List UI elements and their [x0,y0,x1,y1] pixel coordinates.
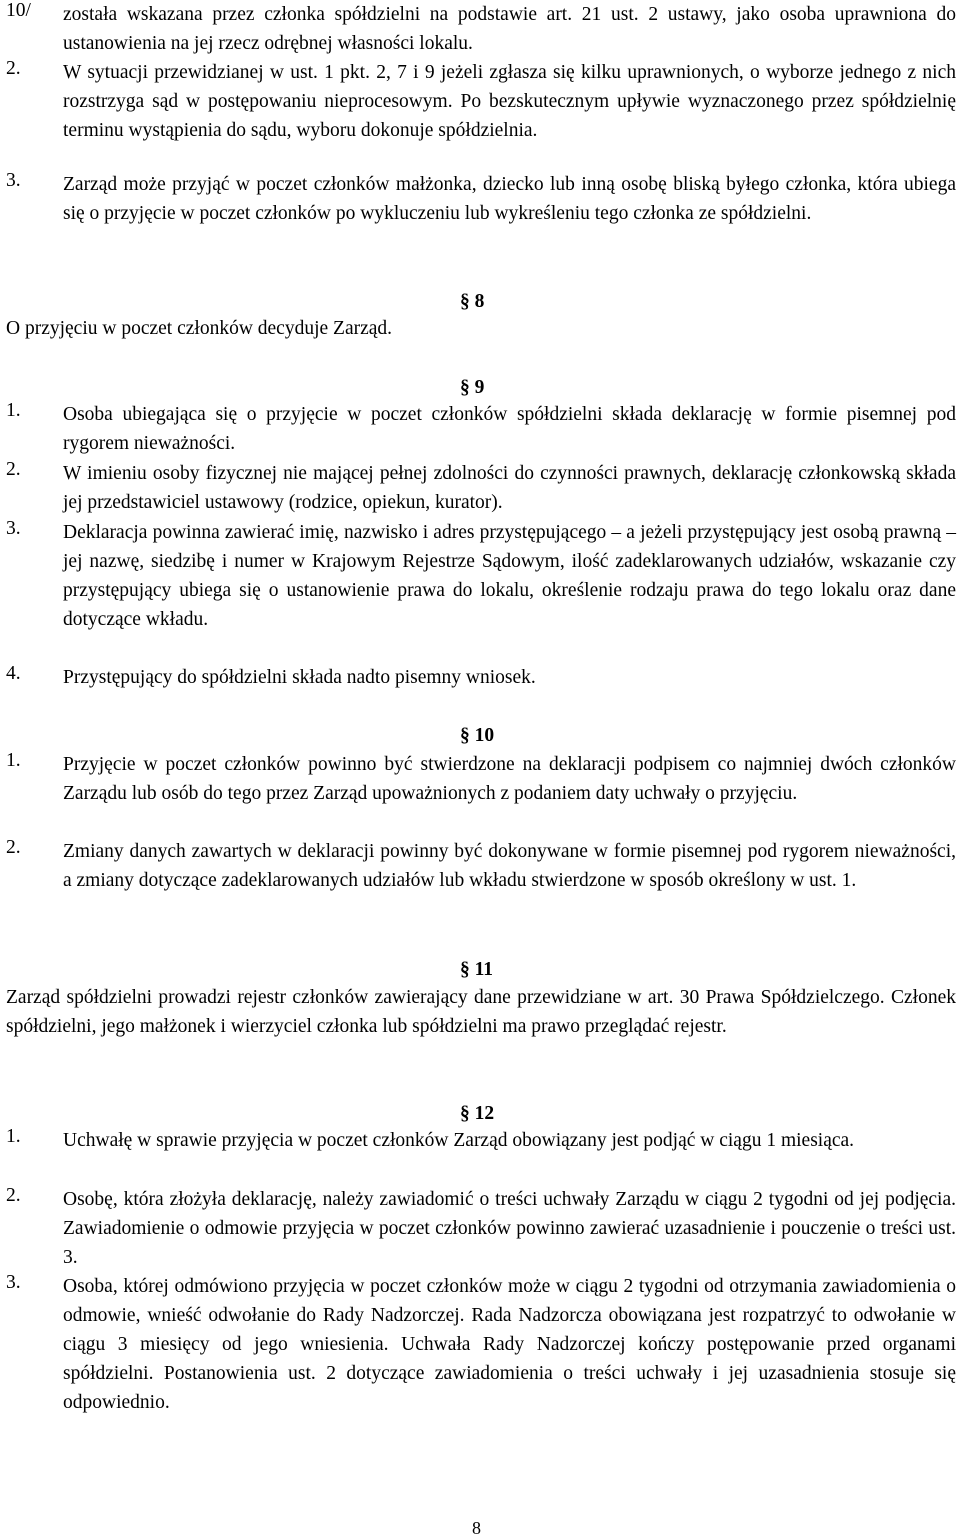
page-number: 8 [472,1518,481,1538]
list-item [6,170,956,228]
item-number: 1. [6,750,21,771]
item-number: 1. [6,1126,21,1147]
list-item [6,1126,956,1155]
section-heading-9: § 9 [460,377,485,398]
item-text: Osobę, która złożyła deklarację, należy zawiadomić o treści uchwały Zarządu w ciągu 2 tygodni od jej podjęcia. Zawiadomienie o odmowie przyjęcia w poczet członków powinno zawierać uzasadnienie i pouczenie o treści ust. 3. [63,1189,956,1268]
item-text: Przystępujący do spółdzielni składa nadto pisemny wniosek. [63,667,536,688]
item-number: 4. [6,663,21,684]
list-item [6,837,956,895]
item-number: 3. [6,170,21,191]
item-number: 2. [6,459,21,480]
list-item [6,1185,956,1272]
list-item [6,0,956,58]
item-text: Zmiany danych zawartych w deklaracji powinny być dokonywane w formie pisemnej pod rygorem nieważności, a zmiany dotyczące zadeklarowanych udziałów lub wkładu stwierdzone w sposób określony w ust. 1. [63,841,956,891]
section-heading-10: § 10 [460,725,495,746]
list-item [6,518,956,634]
item-text: W sytuacji przewidzianej w ust. 1 pkt. 2, 7 i 9 jeżeli zgłasza się kilku uprawnionych, o wyborze jednego z nich rozstrzyga sąd w postępowaniu nieprocesowym. Po bezskutecznym upływie wyznaczonego przez spółdzielnię terminu wystąpienia do sądu, wyboru dokonuje spółdzielnia. [63,62,956,141]
list-item [6,750,956,808]
section-heading-11: § 11 [460,959,494,980]
section-11-text: Zarząd spółdzielni prowadzi rejestr członków zawierający dane przewidziane w art. 30 Prawa Spółdzielczego. Członek spółdzielni, jego małżonek i wierzyciel członka lub spółdzielni ma prawo przeglądać rejestr. [6,987,956,1037]
list-item [6,459,956,517]
item-text: Osoba ubiegająca się o przyjęcie w poczet członków spółdzielni składa deklarację w formie pisemnej pod rygorem nieważności. [63,404,956,454]
item-number: 3. [6,518,21,539]
item-text: Uchwałę w sprawie przyjęcia w poczet członków Zarząd obowiązany jest podjąć w ciągu 1 miesiąca. [63,1130,855,1151]
item-number: 1. [6,400,21,421]
item-text: Przyjęcie w poczet członków powinno być stwierdzone na deklaracji podpisem co najmniej dwóch członków Zarządu lub osób do tego przez Zarząd upoważnionych z podaniem daty uchwały o przyjęciu. [63,754,956,804]
item-number: 10/ [6,0,31,21]
item-text: W imieniu osoby fizycznej nie mającej pełnej zdolności do czynności prawnych, deklarację członkowską składa jej przedstawiciel ustawowy (rodzice, opiekun, kurator). [63,463,956,513]
list-item [6,663,956,692]
section-heading-8: § 8 [460,291,485,312]
item-text: Osoba, której odmówiono przyjęcia w poczet członków może w ciągu 2 tygodni od otrzymania zawiadomienia o odmowie, wnieść odwołanie do Rady Nadzorczej. Rada Nadzorcza obowiązana jest rozpatrzyć to odwołanie w ciągu 3 miesięcy od jego wniesienia. Uchwała Rady Nadzorczej kończy postępowanie przed organami spółdzielni. Postanowienia ust. 2 dotyczące zawiadomienia o treści uchwały i jej uzasadnienia stosuje się odpowiednio. [63,1276,956,1413]
list-item [6,400,956,458]
item-text: Deklaracja powinna zawierać imię, nazwisko i adres przystępującego – a jeżeli przystępujący jest osobą prawną – jej nazwę, siedzibę i numer w Krajowym Rejestrze Sądowym, ilość zadeklarowanych udziałów, wskazanie czy przystępujący ubiega się o ustanowienie prawa do lokalu, określenie rodzaju prawa do tego lokalu oraz dane dotyczące wkładu. [63,522,956,630]
item-number: 2. [6,837,21,858]
section-heading-12: § 12 [460,1103,495,1124]
item-number: 2. [6,58,21,79]
item-number: 3. [6,1272,21,1293]
item-text: Zarząd może przyjąć w poczet członków małżonka, dziecko lub inną osobę bliską byłego członka, która ubiega się o przyjęcie w poczet członków po wykluczeniu lub wykreśleniu tego członka ze spółdzielni. [63,174,956,224]
item-number: 2. [6,1185,21,1206]
section-8-text: O przyjęciu w poczet członków decyduje Zarząd. [6,318,393,339]
item-text: została wskazana przez członka spółdzielni na podstawie art. 21 ust. 2 ustawy, jako osoba uprawniona do ustanowienia na jej rzecz odrębnej własności lokalu. [63,4,956,54]
list-item [6,58,956,145]
list-item [6,1272,956,1417]
